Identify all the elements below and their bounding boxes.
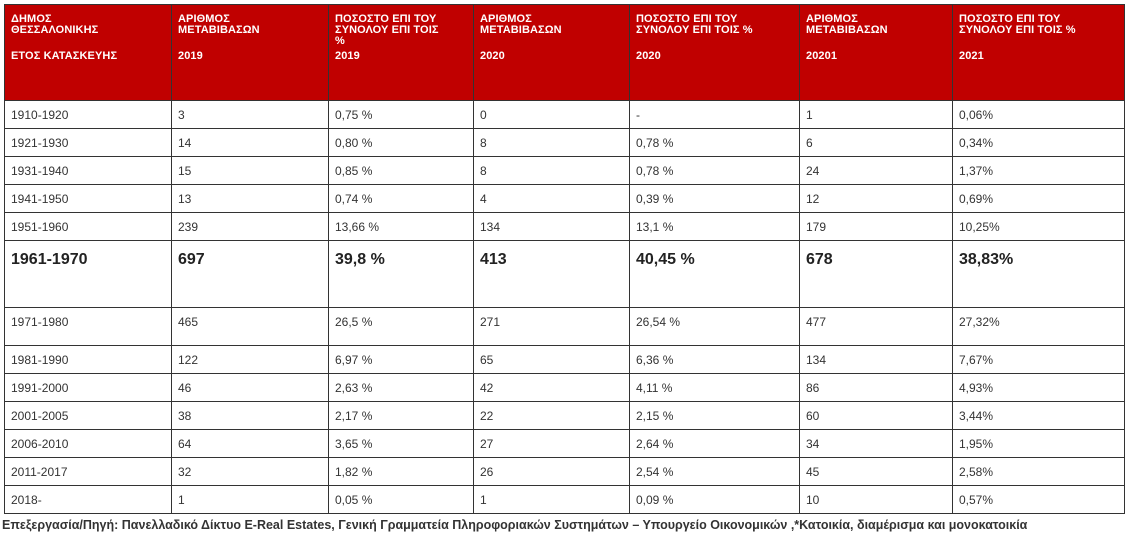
table-row (5, 157, 1125, 185)
construction-period-cell: 1941-1950 (5, 185, 172, 213)
table-cell: 1,37% (953, 157, 1125, 185)
table-row (5, 308, 1125, 346)
table-cell: 26,5 % (329, 308, 474, 346)
table-row (5, 402, 1125, 430)
column-header-year: ΕΤΟΣ ΚΑΤΑΣΚΕΥΗΣ (11, 50, 118, 62)
construction-period-cell: 2018- (5, 486, 172, 514)
table-cell: 0,80 % (329, 129, 474, 157)
column-header-5 (800, 5, 953, 101)
table-cell: 86 (800, 374, 953, 402)
table-cell: 2,54 % (630, 458, 800, 486)
table-cell: 179 (800, 213, 953, 241)
construction-period-cell: 1961-1970 (5, 241, 172, 308)
table-cell: 12 (800, 185, 953, 213)
table-cell: 0,75 % (329, 101, 474, 129)
table-cell: 3,44% (953, 402, 1125, 430)
column-header-line1: ΑΡΙΘΜΟΣ (806, 13, 858, 25)
table-cell: 22 (474, 402, 630, 430)
table-cell: 26,54 % (630, 308, 800, 346)
table-cell: 32 (172, 458, 329, 486)
table-cell: 1 (474, 486, 630, 514)
table-cell: 8 (474, 157, 630, 185)
table-cell: 42 (474, 374, 630, 402)
column-header-line2: ΘΕΣΣΑΛΟΝΙΚΗΣ (11, 24, 99, 36)
column-header-line1: ΠΟΣΟΣΤΟ ΕΠΙ ΤΟΥ (335, 13, 437, 25)
column-header-1 (172, 5, 329, 101)
table-cell: 34 (800, 430, 953, 458)
construction-period-cell: 1951-1960 (5, 213, 172, 241)
table-cell: 6,97 % (329, 346, 474, 374)
table-row (5, 129, 1125, 157)
table-row (5, 241, 1125, 308)
construction-period-cell: 2001-2005 (5, 402, 172, 430)
source-note: Επεξεργασία/Πηγή: Πανελλαδικό Δίκτυο E-Real Estates, Γενική Γραμματεία Πληροφοριακών Συστημάτων – Υπουργείο Οικονομικών ,*Κατοικία, διαμέρισμα και μονοκατοικία (2, 518, 1028, 532)
table-row (5, 346, 1125, 374)
table-cell: - (630, 101, 800, 129)
column-header-line2: ΣΥΝΟΛΟΥ ΕΠΙ ΤΟΙΣ % (959, 24, 1076, 36)
table-cell: 134 (474, 213, 630, 241)
table-cell: 0,34% (953, 129, 1125, 157)
table-cell: 39,8 % (329, 241, 474, 308)
table-cell: 0,39 % (630, 185, 800, 213)
table-cell: 1 (172, 486, 329, 514)
table-cell: 2,64 % (630, 430, 800, 458)
table-row (5, 185, 1125, 213)
table-cell: 64 (172, 430, 329, 458)
column-header-line1: ΔΗΜΟΣ (11, 13, 52, 25)
table-cell: 2,63 % (329, 374, 474, 402)
table-cell: 1,95% (953, 430, 1125, 458)
table-cell: 24 (800, 157, 953, 185)
column-header-4 (630, 5, 800, 101)
column-header-year: 2019 (178, 50, 203, 62)
column-header-line2: ΜΕΤΑΒΙΒΑΣΩΝ (178, 24, 260, 36)
table-cell: 477 (800, 308, 953, 346)
transfers-table (4, 4, 1125, 514)
table-cell: 1 (800, 101, 953, 129)
table-cell: 134 (800, 346, 953, 374)
table-cell: 65 (474, 346, 630, 374)
table-cell: 0,06% (953, 101, 1125, 129)
table-cell: 46 (172, 374, 329, 402)
table-cell: 678 (800, 241, 953, 308)
table-cell: 0,74 % (329, 185, 474, 213)
column-header-year: 2021 (959, 50, 984, 62)
column-header-line2: ΣΥΝΟΛΟΥ ΕΠΙ ΤΟΙΣ % (636, 24, 753, 36)
table-cell: 239 (172, 213, 329, 241)
column-header-line2: ΜΕΤΑΒΙΒΑΣΩΝ (806, 24, 888, 36)
table-row (5, 430, 1125, 458)
header-row (5, 5, 1125, 101)
table-cell: 2,15 % (630, 402, 800, 430)
column-header-year: 2020 (480, 50, 505, 62)
column-header-line1: ΑΡΙΘΜΟΣ (178, 13, 230, 25)
construction-period-cell: 1931-1940 (5, 157, 172, 185)
table-cell: 8 (474, 129, 630, 157)
construction-period-cell: 1981-1990 (5, 346, 172, 374)
table-cell: 413 (474, 241, 630, 308)
table-cell: 0,78 % (630, 157, 800, 185)
table-cell: 697 (172, 241, 329, 308)
table-cell: 4 (474, 185, 630, 213)
table-cell: 3 (172, 101, 329, 129)
column-header-3 (474, 5, 630, 101)
table-cell: 6,36 % (630, 346, 800, 374)
table-cell: 3,65 % (329, 430, 474, 458)
column-header-line2: ΜΕΤΑΒΙΒΑΣΩΝ (480, 24, 562, 36)
table-cell: 2,58% (953, 458, 1125, 486)
table-cell: 13,1 % (630, 213, 800, 241)
table-cell: 26 (474, 458, 630, 486)
document-page (4, 4, 1124, 514)
column-header-year: 20201 (806, 50, 838, 62)
column-header-2 (329, 5, 474, 101)
table-cell: 13,66 % (329, 213, 474, 241)
table-cell: 271 (474, 308, 630, 346)
table-cell: 14 (172, 129, 329, 157)
table-row (5, 213, 1125, 241)
construction-period-cell: 2006-2010 (5, 430, 172, 458)
table-cell: 0,69% (953, 185, 1125, 213)
column-header-line3: % (335, 35, 345, 47)
construction-period-cell: 1910-1920 (5, 101, 172, 129)
table-cell: 40,45 % (630, 241, 800, 308)
construction-period-cell: 1921-1930 (5, 129, 172, 157)
column-header-line1: ΠΟΣΟΣΤΟ ΕΠΙ ΤΟΥ (959, 13, 1061, 25)
table-cell: 38 (172, 402, 329, 430)
table-cell: 0,57% (953, 486, 1125, 514)
table-cell: 0,85 % (329, 157, 474, 185)
table-cell: 27 (474, 430, 630, 458)
table-row (5, 374, 1125, 402)
table-cell: 10 (800, 486, 953, 514)
column-header-0 (5, 5, 172, 101)
table-cell: 0 (474, 101, 630, 129)
table-cell: 4,11 % (630, 374, 800, 402)
table-body (5, 101, 1125, 514)
table-cell: 15 (172, 157, 329, 185)
table-cell: 465 (172, 308, 329, 346)
column-header-year: 2019 (335, 50, 360, 62)
column-header-line1: ΑΡΙΘΜΟΣ (480, 13, 532, 25)
column-header-year: 2020 (636, 50, 661, 62)
table-row (5, 486, 1125, 514)
construction-period-cell: 1971-1980 (5, 308, 172, 346)
table-cell: 10,25% (953, 213, 1125, 241)
column-header-line2: ΣΥΝΟΛΟΥ ΕΠΙ ΤΟΙΣ (335, 24, 439, 36)
table-cell: 38,83% (953, 241, 1125, 308)
construction-period-cell: 1991-2000 (5, 374, 172, 402)
table-cell: 0,05 % (329, 486, 474, 514)
table-cell: 45 (800, 458, 953, 486)
column-header-6 (953, 5, 1125, 101)
table-header (5, 5, 1125, 101)
table-cell: 0,78 % (630, 129, 800, 157)
table-cell: 60 (800, 402, 953, 430)
table-cell: 27,32% (953, 308, 1125, 346)
table-cell: 6 (800, 129, 953, 157)
table-cell: 122 (172, 346, 329, 374)
column-header-line1: ΠΟΣΟΣΤΟ ΕΠΙ ΤΟΥ (636, 13, 738, 25)
table-cell: 7,67% (953, 346, 1125, 374)
table-row (5, 458, 1125, 486)
table-cell: 4,93% (953, 374, 1125, 402)
table-cell: 13 (172, 185, 329, 213)
construction-period-cell: 2011-2017 (5, 458, 172, 486)
table-cell: 2,17 % (329, 402, 474, 430)
table-row (5, 101, 1125, 129)
table-cell: 0,09 % (630, 486, 800, 514)
table-cell: 1,82 % (329, 458, 474, 486)
